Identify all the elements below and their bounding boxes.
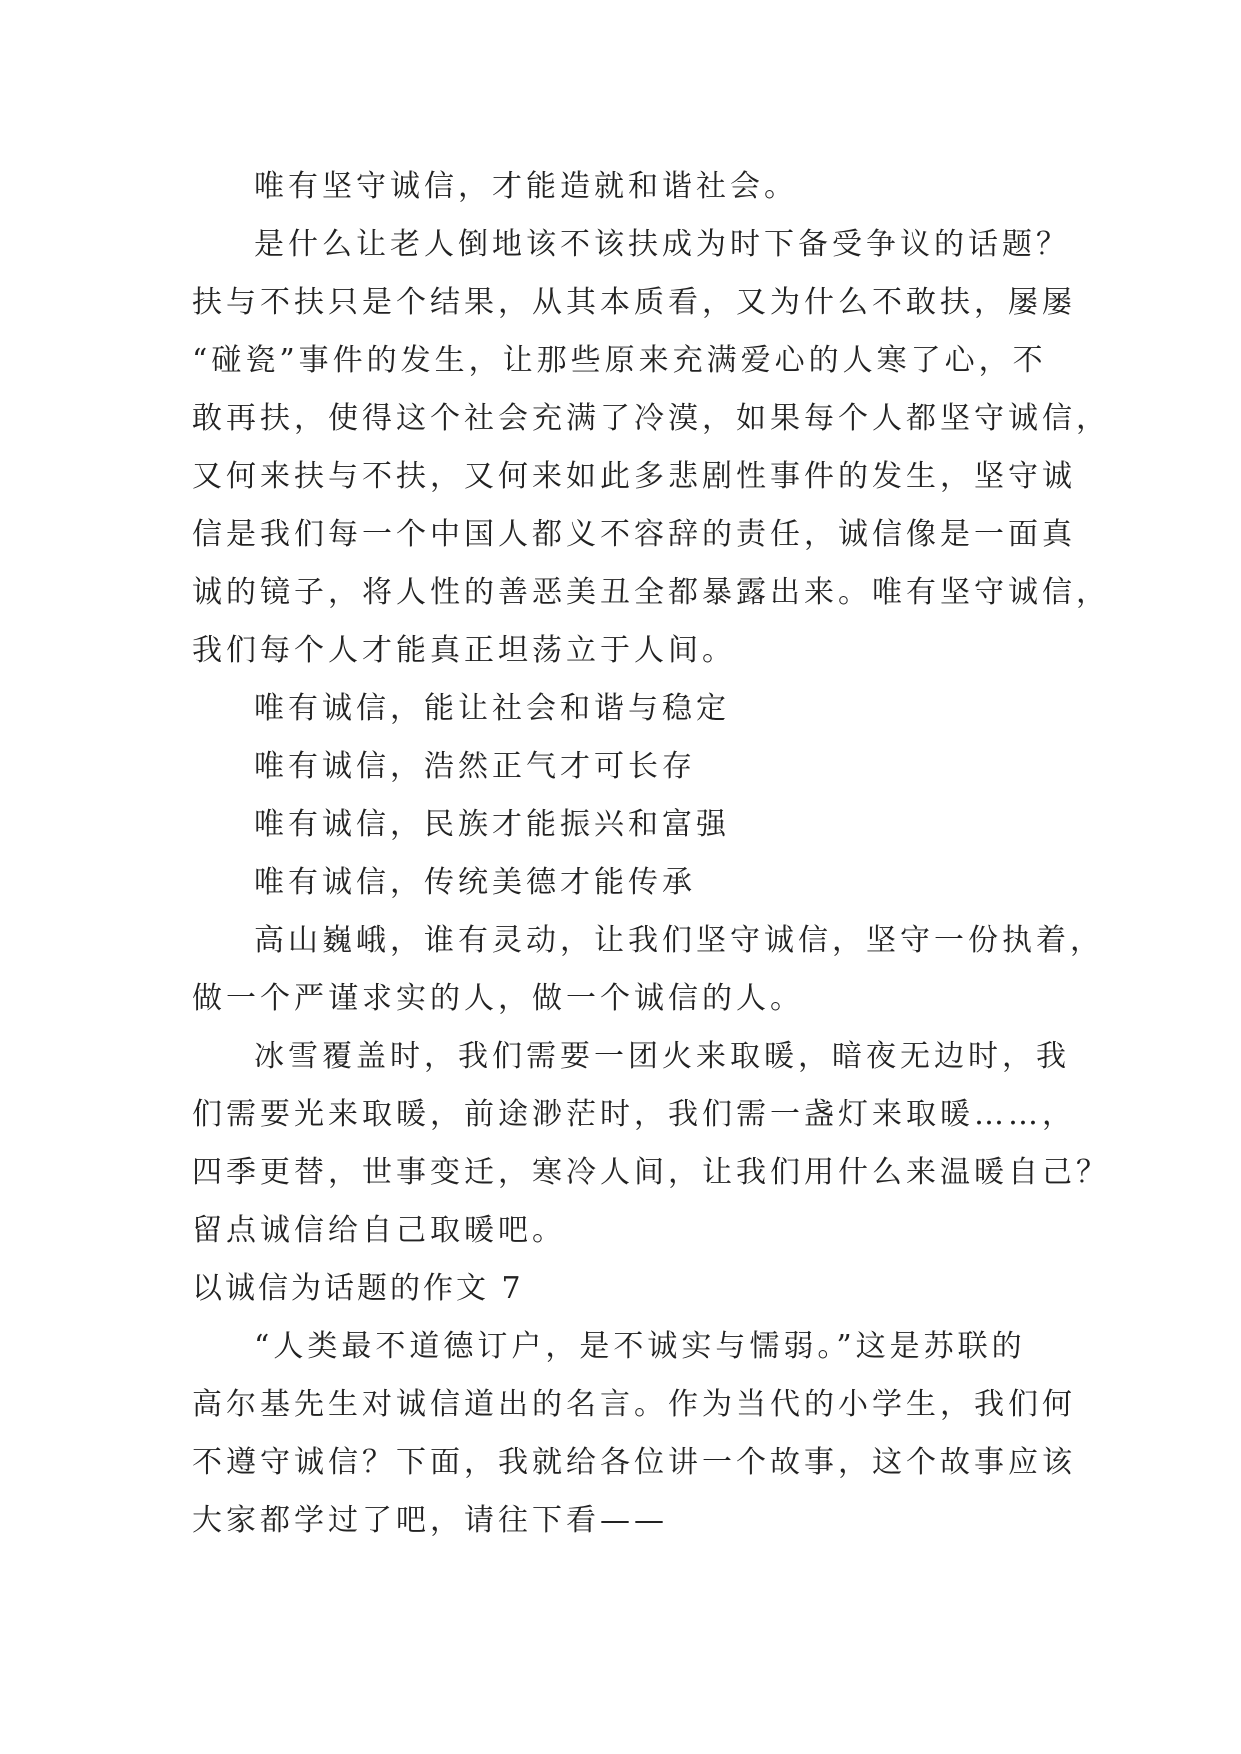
paragraph-line: “碰瓷”事件的发生，让那些原来充满爱心的人寒了心，不 bbox=[192, 343, 1047, 378]
paragraph bbox=[192, 1028, 1110, 1260]
paragraph-line: 冰雪覆盖时，我们需要一团火来取暖，暗夜无边时，我 bbox=[254, 1039, 1070, 1074]
paragraph-line: 们需要光来取暖，前途渺茫时，我们需一盏灯来取暖……， bbox=[192, 1097, 1076, 1132]
paragraph-line: 不遵守诚信？下面，我就给各位讲一个故事，这个故事应该 bbox=[192, 1445, 1076, 1480]
paragraph bbox=[192, 1318, 1076, 1550]
paragraph-line: 四季更替，世事变迁，寒冷人间，让我们用什么来温暖自己？ bbox=[192, 1155, 1110, 1190]
heading-text: 以诚信为话题的作文 7 bbox=[192, 1271, 524, 1306]
paragraph-line: “人类最不道德订户，是不诚实与懦弱。”这是苏联的 bbox=[254, 1329, 1026, 1364]
document-body bbox=[192, 158, 1110, 1550]
paragraph-line: 唯有诚信，民族才能振兴和富强 bbox=[254, 807, 730, 842]
paragraph-line: 唯有诚信，传统美德才能传承 bbox=[254, 865, 696, 900]
paragraph bbox=[192, 854, 1052, 912]
section-heading bbox=[192, 1260, 1052, 1318]
paragraph-line: 高山巍峨，谁有灵动，让我们坚守诚信，坚守一份执着， bbox=[254, 923, 1104, 958]
paragraph-line: 大家都学过了吧，请往下看—— bbox=[192, 1503, 668, 1538]
paragraph-line: 信是我们每一个中国人都义不容辞的责任，诚信像是一面真 bbox=[192, 517, 1076, 552]
paragraph bbox=[192, 912, 1104, 1028]
paragraph-line: 唯有坚守诚信，才能造就和谐社会。 bbox=[254, 169, 798, 204]
paragraph-line: 我们每个人才能真正坦荡立于人间。 bbox=[192, 633, 736, 668]
paragraph-line: 做一个严谨求实的人，做一个诚信的人。 bbox=[192, 981, 804, 1016]
paragraph bbox=[192, 796, 1052, 854]
paragraph bbox=[192, 158, 1052, 216]
paragraph-line: 又何来扶与不扶，又何来如此多悲剧性事件的发生，坚守诚 bbox=[192, 459, 1076, 494]
paragraph-line: 敢再扶，使得这个社会充满了冷漠，如果每个人都坚守诚信， bbox=[192, 401, 1110, 436]
paragraph-line: 唯有诚信，能让社会和谐与稳定 bbox=[254, 691, 730, 726]
paragraph-line: 是什么让老人倒地该不该扶成为时下备受争议的话题？ bbox=[254, 227, 1070, 262]
paragraph-line: 诚的镜子，将人性的善恶美丑全都暴露出来。唯有坚守诚信， bbox=[192, 575, 1110, 610]
paragraph bbox=[192, 216, 1110, 680]
paragraph-line: 留点诚信给自己取暖吧。 bbox=[192, 1213, 566, 1248]
paragraph-line: 唯有诚信，浩然正气才可长存 bbox=[254, 749, 696, 784]
paragraph bbox=[192, 738, 1052, 796]
paragraph-line: 高尔基先生对诚信道出的名言。作为当代的小学生，我们何 bbox=[192, 1387, 1076, 1422]
paragraph bbox=[192, 680, 1052, 738]
paragraph-line: 扶与不扶只是个结果，从其本质看，又为什么不敢扶，屡屡 bbox=[192, 285, 1076, 320]
